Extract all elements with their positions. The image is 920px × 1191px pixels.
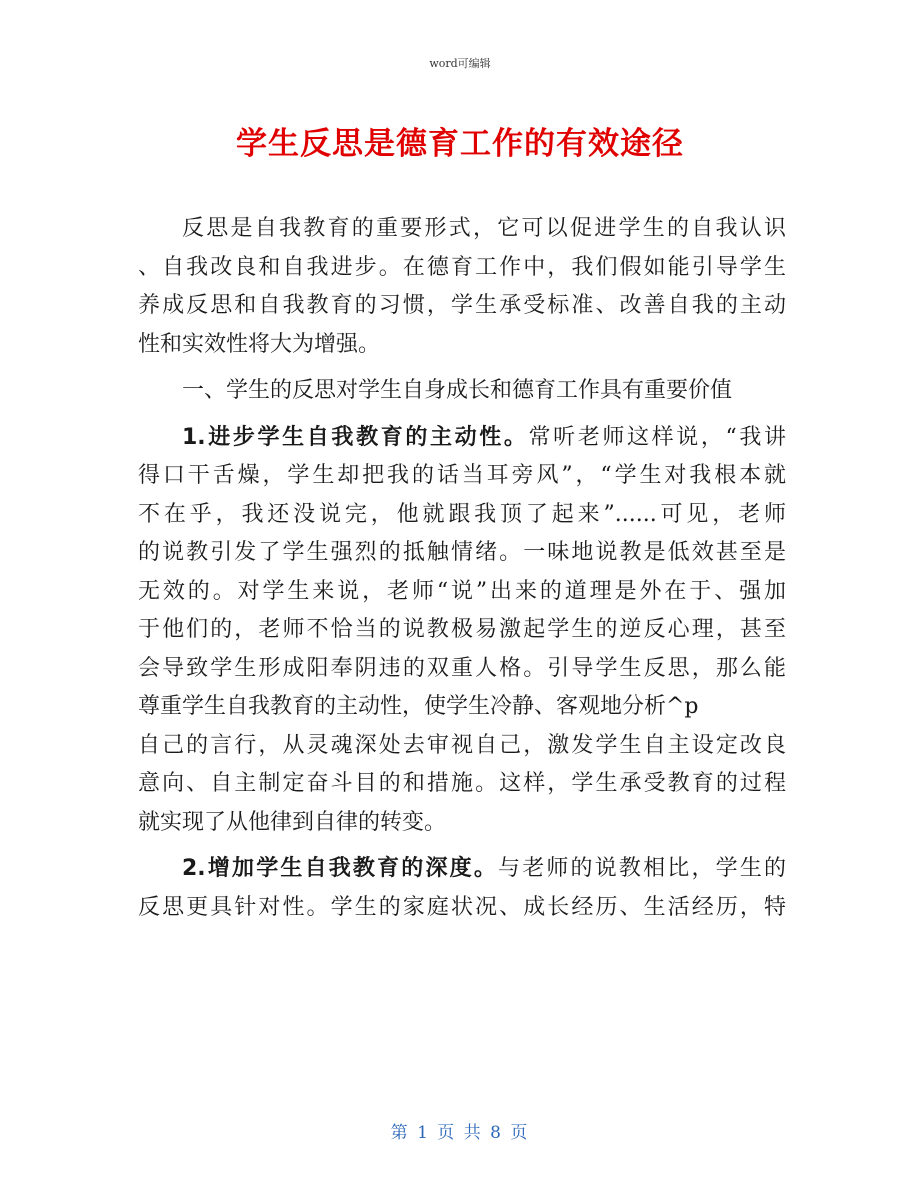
paragraph-line: 反思更具针对性。学生的家庭状况、成长经历、生活经历，特 [138,894,786,920]
section-heading: 一、学生的反思对学生自身成长和德育工作具有重要价值 [182,378,733,403]
paragraph-line: 无效的。对学生来说，老师“说”出来的道理是外在于、强加 [138,578,786,604]
paragraph-line: 意向、自主制定奋斗目的和措施。这样，学生承受教育的过程 [138,771,786,796]
paragraph-line: 、自我改良和自我进步。在德育工作中，我们假如能引导学生 [138,254,786,280]
point-heading: 2.增加学生自我教育的深度。 [182,856,499,881]
point-text: 常听老师这样说，“我讲 [528,424,786,450]
paragraph-line: 得口干舌燥，学生却把我的话当耳旁风”，“学生对我根本就 [138,463,786,488]
point-heading: 1.进步学生自我教育的主动性。 [182,424,529,450]
page-footer: 第 1 页 共 8 页 [390,1123,530,1143]
paragraph-line: 养成反思和自我教育的习惯，学生承受标准、改善自我的主动 [138,293,786,318]
paragraph-line: 不在乎，我还没说完，他就跟我顶了起来”......可见，老师 [138,501,786,527]
document-body [138,210,786,927]
paragraph-line: 于他们的，老师不恰当的说教极易激起学生的逆反心理，甚至 [138,617,786,642]
point-text: 与老师的说教相比，学生的 [498,856,786,881]
paragraph-line: 尊重学生自我教育的主动性，使学生冷静、客观地分析^p [138,694,699,719]
paragraph-line: 就实现了从他律到自律的转变。 [138,809,447,835]
paragraph-line [138,850,786,889]
paragraph-line: 性和实效性将大为增强。 [138,331,381,357]
paragraph-line: 的说教引发了学生强烈的抵触情绪。一味地说教是低效甚至是 [138,540,786,565]
paragraph-line [138,419,786,458]
paragraph-line: 反思是自我教育的重要形式，它可以促进学生的自我认识 [182,216,786,241]
paragraph-line: 自己的言行，从灵魂深处去审视自己，激发学生自主设定改良 [138,732,786,758]
document-title: 学生反思是德育工作的有效途径 [236,126,684,162]
paragraph-line: 会导致学生形成阳奉阴违的双重人格。引导学生反思，那么能 [138,655,786,681]
header-note: word可编辑 [429,57,491,70]
